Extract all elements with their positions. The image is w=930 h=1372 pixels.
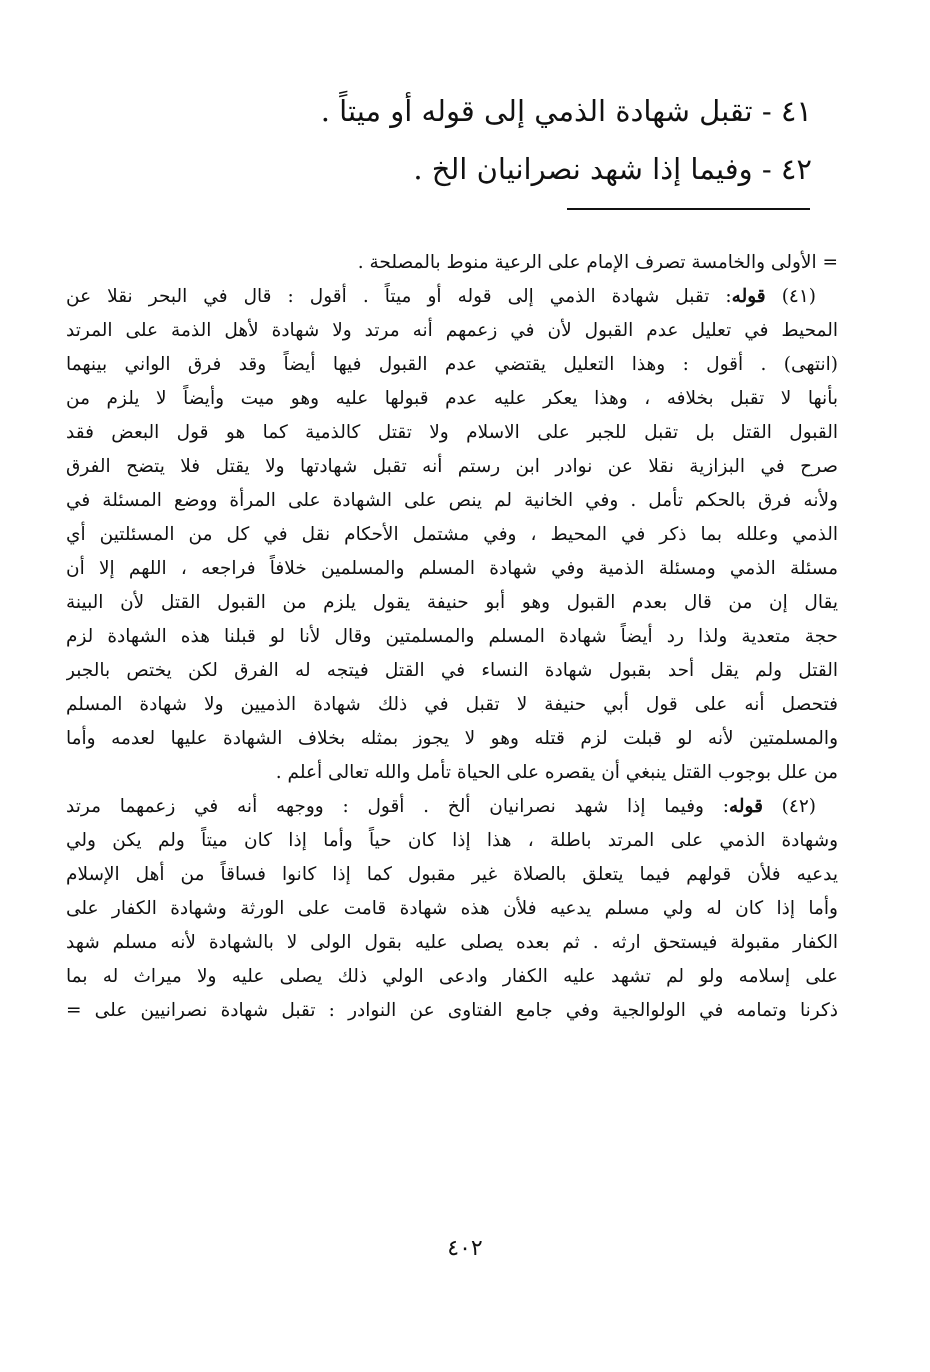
note-number: (٤١) [781, 286, 816, 307]
commentary-line: (انتهى) . أقول : وهذا التعليل يقتضي عدم القبول فيها أيضاً وقد فرق الواني بينهما [66, 354, 838, 375]
commentary-line: مسئلة الذمي ومسئلة الذمية وفي شهادة المسلم والمسلمين خلافاً فراجعه ، اللهم إلا أن [66, 558, 838, 579]
commentary-text [66, 246, 838, 1028]
qawluh-label: قوله [731, 286, 766, 307]
commentary-line: الكفار مقبولة فيستحق ارثه . ثم بعده يصلى عليه بقول الولى لا بالشهادة لأنه مسلم شهد [66, 932, 838, 953]
commentary-line [66, 280, 838, 314]
commentary-line-text: : وفيما إذا شهد نصرانيان ألخ . أقول : ووجهه أنه في زعمهما مرتد [66, 796, 729, 817]
matn-text [122, 82, 812, 198]
commentary-line: القبول القتل بل تقبل للجبر على الاسلام ولا تقتل كالذمية كما هو قول البعض فقد [66, 422, 838, 443]
page-number: ٤٠٢ [447, 1236, 483, 1261]
commentary-line-text: : تقبل شهادة الذمي إلى قوله أو ميتاً . أقول : قال في البحر نقلا عن [66, 286, 732, 307]
commentary-line [66, 790, 838, 824]
commentary-line: والمسلمتين لأنه لو قبلت لزم قتله وهو لا يجوز بمثله بخلاف الشهادة عليها لعدمه وأما [66, 728, 838, 749]
commentary-line: على إسلامه ولو لم تشهد عليه الكفار وادعى الولي ذلك يصلى عليه ولا ميراث له بما [66, 966, 838, 987]
commentary-line: الذمي وعلله بما ذكر في المحيط ، وفي مشتمل الأحكام نقل في كل من المسئلتين أي [66, 524, 838, 545]
commentary-line: وأما إذا كان له ولي مسلم يدعيه فلأن هذه شهادة قامت على الورثة وشهادة الكفار على [66, 898, 838, 919]
commentary-line: ذكرنا وتمامه في الولوالجية وفي جامع الفتاوى عن النوادر : تقبل شهادة نصرانيين على = [66, 1000, 838, 1021]
commentary-line: فتحصل أنه على قول أبي حنيفة لا تقبل في ذلك شهادة الذميين ولا شهادة المسلم [66, 694, 838, 715]
commentary-line: من علل بوجوب القتل ينبغي أن يقصره على الحياة تأمل والله تعالى أعلم . [275, 762, 838, 783]
separator-rule [567, 208, 810, 210]
commentary-line: حجة متعدية ولذا رد أيضاً شهادة المسلم والمسلمتين وقال لأنا لو قبلنا هذه الشهادة لزم [66, 626, 838, 647]
commentary-line: يقال إن من قال بعدم القبول وهو أبو حنيفة يقول يلزم من القبول القتل لأن البينة [66, 592, 838, 613]
commentary-line: المحيط في تعليل عدم القبول لأن في زعمهم أنه مرتد ولا شهادة لأهل الذمة على المرتد [66, 320, 838, 341]
matn-line-41: ٤١ - تقبل شهادة الذمي إلى قوله أو ميتاً . [320, 94, 812, 128]
commentary-line: = الأولى والخامسة تصرف الإمام على الرعية منوط بالمصلحة . [357, 252, 838, 273]
commentary-line: صرح في البزازية نقلا عن نوادر ابن رستم أنه تقبل شهادتها ولا يقتل فلا يتضح الفرق [66, 456, 838, 477]
commentary-line: القتل ولم يقل أحد بقبول شهادة النساء في القتل فيتجه له الفرق لكن يختص بالجبر [66, 660, 838, 681]
commentary-line: بأنها لا تقبل بخلافه ، وهذا يعكر عليه عدم قبولها عليه وهو ميت وأيضاً لا يلزم من [66, 388, 838, 409]
note-number: (٤٢) [781, 796, 816, 817]
commentary-line: ولأنه فرق بالحكم تأمل . وفي الخانية لم ينص على الشهادة على المرأة ووضع المسئلة في [66, 490, 838, 511]
commentary-line: يدعيه فلأن قولهم فيما يتعلق بالصلاة غير مقبول كما إذا كانوا فساقاً من أهل الإسلام [66, 864, 838, 885]
qawluh-label: قوله [728, 796, 763, 817]
commentary-line: وشهادة الذمي على المرتد باطلة ، هذا إذا كان حياً وأما إذا كان ميتاً ولم يكن ولي [66, 830, 838, 851]
matn-line-42: ٤٢ - وفيما إذا شهد نصرانيان الخ . [413, 152, 812, 186]
